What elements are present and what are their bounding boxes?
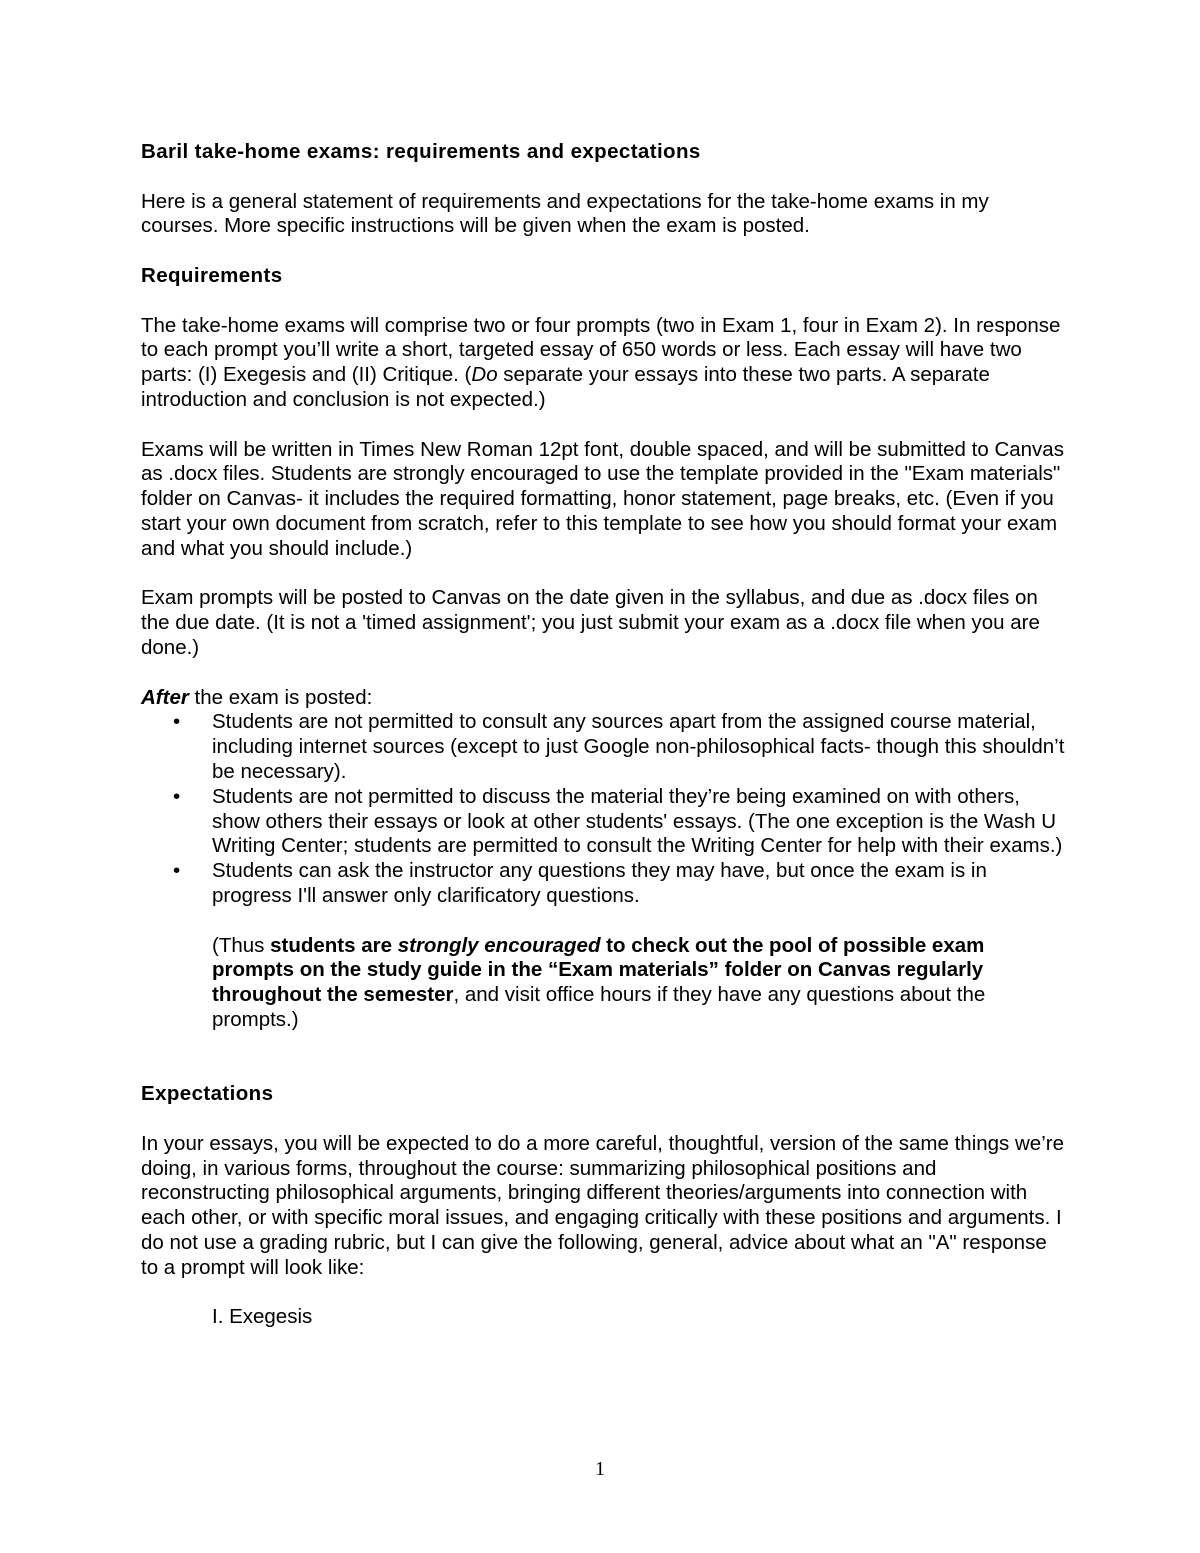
expectations-heading: Expectations [141,1082,274,1106]
document-body [141,140,1066,1330]
page-number: 1 [595,1458,605,1480]
after-posted-lead [141,686,1066,711]
expectations-paragraph: In your essays, you will be expected to do a more careful, thoughtful, version of the same things we’re doing, in various forms, throughout the course: summarizing philosophical positions and reconstructing philosophical arguments, bringing different theories/arguments into connection with each other, or with specific moral issues, and engaging critically with these positions and arguments. I do not use a grading rubric, but I can give the following, general, advice about what an "A" response to a prompt will look like: [141,1131,1064,1279]
requirements-heading: Requirements [141,263,283,287]
requirements-paragraph-1-emphasis: Do [471,363,498,387]
list-item-text: Students are not permitted to consult any sources apart from the assigned course material, including internet sources (except to just Google non-philosophical facts- though this shouldn’t be necessary). [212,710,1065,783]
bullet-icon: • [173,710,181,734]
list-item-text: Students are not permitted to discuss the material they’re being examined on with others, show others their essays or look at other students' essays. (The one exception is the Wash U Writing Center; students are permitted to consult the Writing Center for help with their exams.) [212,784,1063,858]
bullet-icon: • [173,784,181,808]
requirements-paragraph-1-tail: separate your essays into these two parts. A separate introduction and conclusion is not expected.) [141,363,990,411]
list-item [141,710,1066,784]
rules-bullet-list [141,710,1066,908]
study-guide-note [141,934,1066,1033]
note-open: (Thus [212,933,271,957]
requirements-paragraph-1-text: The take-home exams will comprise two or four prompts (two in Exam 1, four in Exam 2). In response to each prompt you’ll write a short, targeted essay of 650 words or less. Each essay will have two parts: (I) Exegesis and (II) Critique. ( [141,313,1061,387]
note-bold-italic: strongly encouraged [397,933,601,957]
list-item [141,859,1066,909]
bullet-icon: • [173,859,181,883]
document-title: Baril take-home exams: requirements and expectations [141,140,701,163]
note-bold-1: students are [270,933,398,957]
intro-paragraph: Here is a general statement of requirements and expectations for the take-home exams in my courses. More specific instructions will be given when the exam is posted. [141,189,989,238]
list-item [141,785,1066,859]
note-bold-2: to check out the pool of possible exam prompts on the study guide in the “Exam materials” folder on Canvas regularly throughout the semester [212,933,985,1007]
exegesis-subheading: I. Exegesis [212,1305,313,1329]
requirements-paragraph-1 [141,314,1066,413]
after-lead-rest: the exam is posted: [188,685,373,709]
list-item-text: Students can ask the instructor any questions they may have, but once the exam is in progress I'll answer only clarificatory questions. [212,859,987,907]
after-lead-word: After [141,685,189,709]
requirements-paragraph-2: Exams will be written in Times New Roman 12pt font, double spaced, and will be submitted to Canvas as .docx files. Students are strongly encouraged to use the template provided in the "Exam materials" folder on Canvas- it includes the required formatting, honor statement, page breaks, etc. (Even if you start your own document from scratch, refer to this template to see how you should format your exam and what you should include.) [141,437,1064,560]
note-tail: , and visit office hours if they have any questions about the prompts.) [212,983,986,1031]
requirements-paragraph-3: Exam prompts will be posted to Canvas on the date given in the syllabus, and due as .docx files on the due date. (It is not a 'timed assignment'; you just submit your exam as a .docx file when you are done.) [141,586,1040,659]
